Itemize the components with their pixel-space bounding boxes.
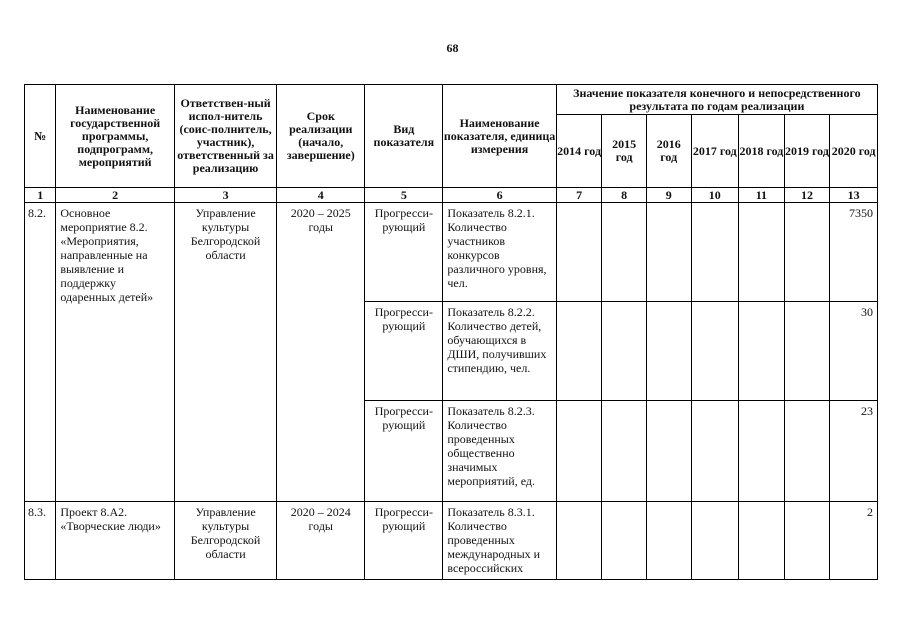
period: 2020 – 2025 годы xyxy=(277,203,365,502)
header-values-group: Значение показателя конечного и непосредственного результата по годам реализации xyxy=(556,85,877,115)
value-cell xyxy=(646,302,691,401)
value-cell xyxy=(739,302,785,401)
value-cell xyxy=(556,502,602,580)
header-row-top xyxy=(25,85,878,115)
value-cell xyxy=(602,502,647,580)
row-number: 8.2. xyxy=(25,203,56,502)
value-cell xyxy=(739,401,785,502)
value-cell xyxy=(691,203,739,302)
column-number: 6 xyxy=(443,188,556,203)
value-cell xyxy=(646,401,691,502)
column-number: 7 xyxy=(556,188,602,203)
value-cell xyxy=(784,302,830,401)
value-cell xyxy=(602,302,647,401)
value-cell xyxy=(739,203,785,302)
value-cell xyxy=(556,203,602,302)
executor: Управление культуры Белгородской области xyxy=(174,502,276,580)
value-2020: 7350 xyxy=(830,203,878,302)
indicator-name: Показатель 8.3.1. Количество проведенных международных и всероссийских xyxy=(443,502,556,580)
value-cell xyxy=(784,401,830,502)
header-period: Срок реализации (начало, завершение) xyxy=(277,85,365,188)
indicator-type: Прогресси-рующий xyxy=(365,502,443,580)
column-number: 1 xyxy=(25,188,56,203)
value-cell xyxy=(784,203,830,302)
table-row xyxy=(25,502,878,580)
column-number: 11 xyxy=(739,188,785,203)
value-cell xyxy=(602,401,647,502)
measure-name: Основное мероприятие 8.2. «Мероприятия, направленные на выявление и поддержку одаренных детей» xyxy=(56,203,175,502)
column-number: 9 xyxy=(646,188,691,203)
column-number: 5 xyxy=(365,188,443,203)
value-cell xyxy=(556,302,602,401)
indicator-type: Прогресси-рующий xyxy=(365,203,443,302)
value-cell xyxy=(691,401,739,502)
header-year: 2014 год xyxy=(556,115,602,188)
indicator-type: Прогресси-рующий xyxy=(365,401,443,502)
header-no: № xyxy=(25,85,56,188)
indicator-name: Показатель 8.2.3. Количество проведенных общественно значимых мероприятий, ед. xyxy=(443,401,556,502)
column-number: 3 xyxy=(174,188,276,203)
column-number: 13 xyxy=(830,188,878,203)
indicator-type: Прогресси-рующий xyxy=(365,302,443,401)
column-number: 2 xyxy=(56,188,175,203)
header-year: 2015 год xyxy=(602,115,647,188)
measure-name: Проект 8.А2. «Творческие люди» xyxy=(56,502,175,580)
indicator-name: Показатель 8.2.1. Количество участников конкурсов различного уровня, чел. xyxy=(443,203,556,302)
executor: Управление культуры Белгородской области xyxy=(174,203,276,502)
value-cell xyxy=(646,203,691,302)
program-indicators-table xyxy=(24,84,878,580)
column-number: 10 xyxy=(691,188,739,203)
value-cell xyxy=(646,502,691,580)
table-row xyxy=(25,203,878,302)
header-year: 2017 год xyxy=(691,115,739,188)
value-2020: 23 xyxy=(830,401,878,502)
header-name: Наименование государственной программы, подпрограмм, мероприятий xyxy=(56,85,175,188)
value-cell xyxy=(691,302,739,401)
header-year: 2019 год xyxy=(784,115,830,188)
header-year: 2018 год xyxy=(739,115,785,188)
header-type: Вид показателя xyxy=(365,85,443,188)
value-2020: 30 xyxy=(830,302,878,401)
value-cell xyxy=(691,502,739,580)
column-number: 8 xyxy=(602,188,647,203)
header-executor: Ответствен-ный испол-нитель (соис-полнитель, участник), ответственный за реализацию xyxy=(174,85,276,188)
header-indicator: Наименование показателя, единица измерения xyxy=(443,85,556,188)
row-number: 8.3. xyxy=(25,502,56,580)
value-cell xyxy=(739,502,785,580)
header-year: 2016 год xyxy=(646,115,691,188)
value-2020: 2 xyxy=(830,502,878,580)
period: 2020 – 2024 годы xyxy=(277,502,365,580)
column-number: 4 xyxy=(277,188,365,203)
value-cell xyxy=(556,401,602,502)
page-number: 68 xyxy=(446,41,459,55)
header-year: 2020 год xyxy=(830,115,878,188)
column-number-row xyxy=(25,188,878,203)
indicator-name: Показатель 8.2.2. Количество детей, обучающихся в ДШИ, получивших стипендию, чел. xyxy=(443,302,556,401)
value-cell xyxy=(602,203,647,302)
column-number: 12 xyxy=(784,188,830,203)
value-cell xyxy=(784,502,830,580)
